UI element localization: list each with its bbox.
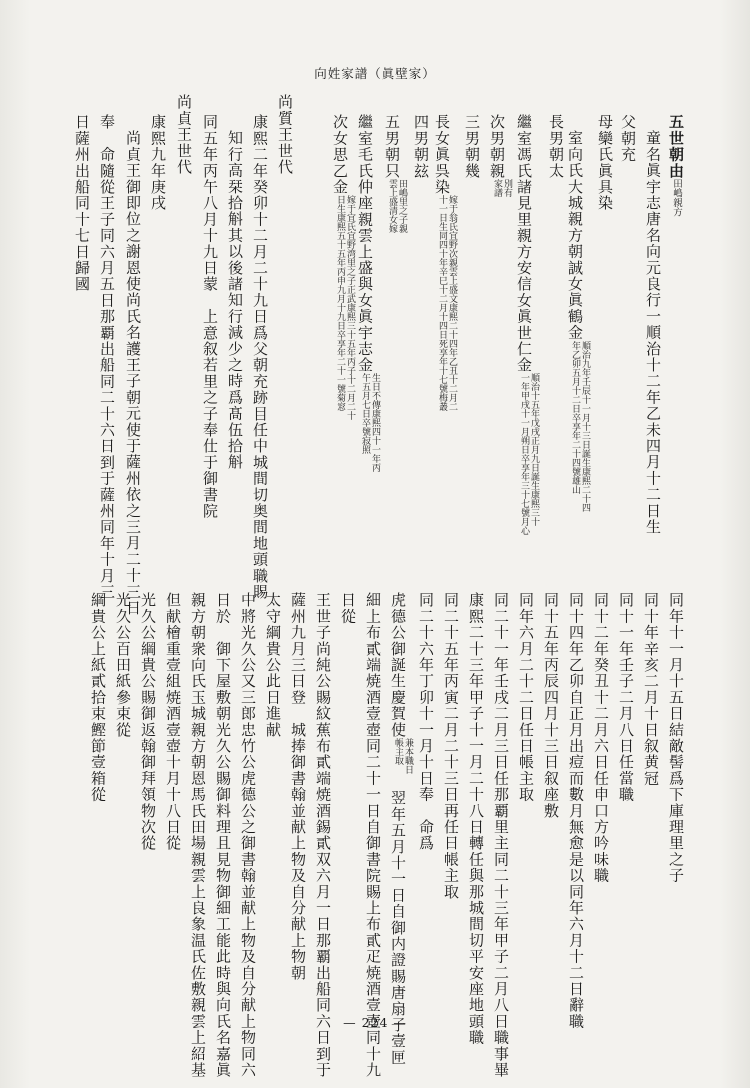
record-line-5: 尚貞王御即位之謝恩使尚氏名護王子朝元使于薩州依之三月二十三日 <box>124 130 142 616</box>
record-line-27: 親方朝衆向氏玉城親方朝恩馬氏田場親雲上良象温氏佐敷親雲上紹基 <box>189 592 207 1078</box>
record-line-22: 王世子尚純公賜紋蕉布貳端焼酒錫貳双六月一日那覇出船同六日到于 <box>314 592 332 1078</box>
record-line-20: 細上布貳端焼酒壹壺同二十一日自御書院賜上布貳疋焼酒壹壺同十九 <box>364 592 382 1078</box>
father-line: 父朝充 <box>619 114 637 163</box>
page-number: — 224 — <box>343 1015 407 1030</box>
record-line-17: 同二十五年丙寅二月二十三日再任日帳主取 <box>442 592 460 900</box>
record-line-3: 同五年丙午八月十九日蒙 上意叙若里之子奉仕于御書院 <box>201 114 219 519</box>
second-daughter-note: 嫁于宜氏宜野湾里之子正武康熙三十五年丙子十二月二十 日生康熙五十五年丙申九月十九日卒享年二十一號菊窓 <box>335 195 355 420</box>
name-line: 童名眞宇志唐名向元良行一順治十二年乙未四月十二日生 <box>644 130 662 535</box>
second-daughter-text: 次女思乙金 <box>331 114 349 195</box>
record-line-24: 太守綱貴公此日進献 <box>264 592 282 738</box>
second-son-note: 別有 家譜 <box>492 178 512 197</box>
record-line-14: 同年六月二十二日任日帳主取 <box>517 592 535 803</box>
generation-name: 五世朝由 <box>667 114 685 179</box>
third-son-line: 三男朝幾 <box>463 114 481 179</box>
record-line-29: 光久公綱貴公賜御返翰御拜領物次從 <box>139 592 157 852</box>
record-line-7: 日薩州出船同十七日歸國 <box>73 114 91 293</box>
record-line-8: 同年十一月十五日結敵髻爲下庫理里之子 <box>667 592 685 884</box>
fourth-son-line: 四男朝玆 <box>412 114 430 179</box>
record-line-1: 康熙二年癸卯十二月二十九日爲父朝充跡目任中城間切奥間地頭職賜 <box>251 114 269 600</box>
record-line-10: 同十一年壬子二月八日任當職 <box>617 592 635 803</box>
fifth-son-note: 田嶋里之子親 雲上盛清女嫁 <box>387 178 407 233</box>
record-line-30: 光久公百田紙參束從 <box>114 592 132 738</box>
mother-line: 母欒氏眞具染 <box>596 114 614 212</box>
record-line-21: 日從 <box>339 592 357 625</box>
wife-text: 室向氏大城親方朝誠女眞鶴金 <box>566 130 584 341</box>
record-line-18: 同二十六年丁卯十一月十日奉 命爲 <box>417 592 435 852</box>
eldest-daughter-entry <box>433 114 457 411</box>
successor-wife-entry <box>515 114 539 535</box>
record-line-19 <box>389 592 413 1065</box>
record-line-19-note: 兼本職日 帳主取 <box>393 737 413 774</box>
successor-wife-text: 繼室馮氏諸見里親方安信女眞世仁金 <box>515 114 533 374</box>
successor-wife2-entry <box>356 114 380 472</box>
king-reign-shotei: 尚貞王世代 <box>175 94 193 175</box>
king-reign-shoshitsu: 尚質王世代 <box>276 94 294 175</box>
record-line-19-a: 虎德公御誕生慶賀使 <box>389 592 407 738</box>
record-line-9: 同十年辛亥二月十日叙黄冠 <box>642 592 660 787</box>
eldest-daughter-text: 長女眞呉染 <box>433 114 451 195</box>
record-line-19-spacer <box>389 774 407 790</box>
record-line-6: 奉 命隨從王子同六月五日那覇出船同二十六日到于薩州同年十月三 <box>98 114 116 600</box>
generation-heading <box>667 114 685 217</box>
second-son-entry <box>488 114 512 197</box>
record-line-11: 同十二年癸丑十二月六日任申口方吟味職 <box>592 592 610 884</box>
record-line-15: 同二十一年壬戌二月三日任那覇里主同二十三年甲子二月八日職事畢 <box>492 592 510 1078</box>
fifth-son-entry <box>383 114 407 233</box>
record-line-13: 同十五年丙辰四月十三日叙座敷 <box>542 592 560 819</box>
successor-wife-note: 順治十五年戊戌正月九日誕生康熙三十 一年甲戌十一月朔日卒享年三十七號月心 <box>519 373 539 536</box>
eldest-son-line: 長男朝太 <box>547 114 565 179</box>
second-son-text: 次男朝親 <box>488 114 506 179</box>
second-daughter-entry <box>331 114 355 420</box>
record-line-19-b: 翌年五月十一日自御内證賜唐扇子壹匣 <box>389 790 407 1066</box>
record-line-31: 綱貴公上紙貳拾束鰹節壹箱從 <box>89 592 107 803</box>
wife-entry <box>566 130 590 512</box>
generation-title-note: 田嶋親方 <box>671 178 682 217</box>
fifth-son-text: 五男朝只 <box>383 114 401 179</box>
record-line-12: 同十四年乙卯自正月出痘而數月無愈是以同年六月十二日辭職 <box>567 592 585 1030</box>
record-line-23: 薩州九月三日登 城捧御書翰並献上物及自分献上物朝 <box>289 592 307 981</box>
record-line-25: 中將光久公又三郎忠竹公虎德公之御書翰並献上物及自分献上物同六 <box>239 592 257 1078</box>
successor-wife2-note: 生日不傳康熙四十一年丙 午五月七日卒號寂照 <box>360 373 380 473</box>
successor-wife2-text: 繼室毛氏仲座親雲上盛與女眞宇志金 <box>356 114 374 374</box>
wife-note: 順治九年壬辰十一月十三日誕生康熙二十四 年乙卯五月十二日卒享年二十四號雄山 <box>570 340 590 512</box>
page-header-title: 向姓家譜（眞壁家） <box>314 66 436 81</box>
record-line-26: 日於 御下屋敷朝光久公賜御料理且見物御細工能此時與向氏名嘉眞 <box>214 592 232 1078</box>
record-line-16: 康熙二十三年甲子十一月二十八日轉任與那城間切平安座地頭職 <box>467 592 485 1046</box>
eldest-daughter-note: 嫁于翁氏宜野次親雲上盛文康熙二十四年乙丑十二月二 十一日生同四十年辛巳十二月十四日死享年十七號梅叢 <box>437 195 457 411</box>
record-line-4: 康熙九年庚戌 <box>149 114 167 212</box>
record-line-2: 知行高栞拾斛其以後諸知行減少之時爲髙伍拾斛 <box>226 130 244 471</box>
record-line-28: 但献檜重壹組焼酒壹壺十月十八日從 <box>164 592 182 852</box>
